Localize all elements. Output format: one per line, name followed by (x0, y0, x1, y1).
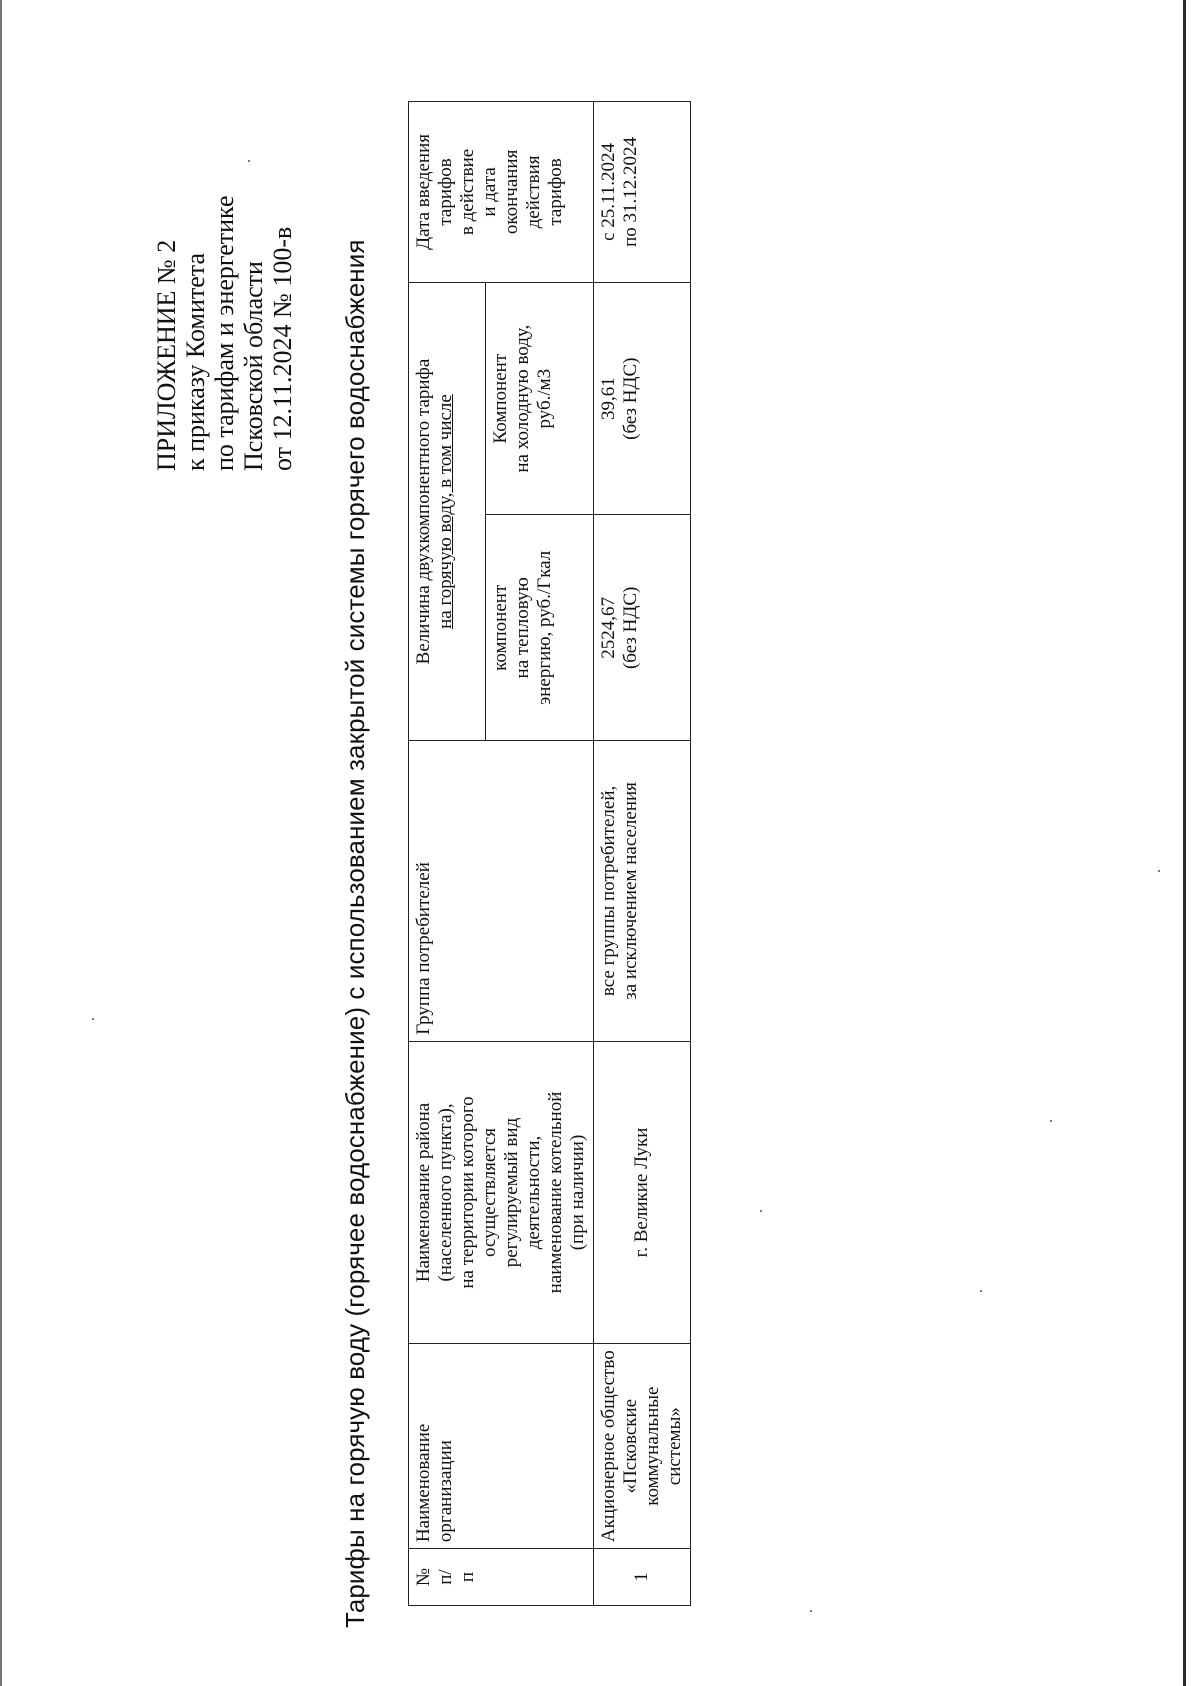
header-cold-line: на холодную воду, (511, 324, 533, 473)
header-area-line: деятельности, (523, 1135, 544, 1250)
row-heat-note: (без НДС) (620, 586, 641, 670)
header-area-line: (при наличии) (567, 1134, 588, 1251)
appendix-number: ПРИЛОЖЕНИЕ № 2 (152, 239, 181, 471)
header-area-line: на территории которого (457, 1096, 478, 1289)
header-date-line: окончания (501, 149, 522, 235)
header-area-line: Наименование района (413, 1102, 434, 1283)
header-dates (409, 102, 594, 283)
header-two-component-tariff (409, 282, 486, 740)
header-number-line: № (413, 1567, 434, 1587)
scan-speck (1050, 1120, 1052, 1122)
row-consumer-group-line: все группы потребителей, (598, 785, 619, 997)
table-header-row (409, 102, 486, 1606)
header-heat-component (485, 515, 593, 741)
scan-speck (760, 1210, 762, 1212)
row-organization-line: «Псковские (620, 1398, 641, 1494)
appendix-order-ref: к приказу Комитета (181, 252, 210, 471)
row-cold-component (594, 282, 691, 515)
header-cold-line: Компонент (489, 353, 511, 444)
header-area-line: (населенного пункта), (435, 1103, 456, 1282)
header-date-line: и дата (479, 167, 500, 217)
header-cold-line: руб./м3 (533, 368, 555, 429)
scan-speck (810, 1610, 812, 1612)
scan-speck (248, 160, 250, 162)
header-number-line: п (457, 1571, 478, 1583)
scan-speck (92, 1018, 94, 1020)
header-date-line: действия (523, 155, 544, 229)
header-heat-line: энергию, руб./Гкал (533, 550, 555, 705)
row-area: г. Великие Луки (594, 1041, 691, 1344)
row-heat-value: 2524,67 (598, 596, 619, 659)
header-organization: Наименование организации (409, 1344, 594, 1549)
row-date-to: по 31.12.2024 (620, 136, 641, 247)
header-cold-component (485, 282, 593, 515)
header-tariff-line: Величина двухкомпонентного тарифа (413, 358, 434, 665)
row-date-from: с 25.11.2024 (598, 142, 619, 241)
appendix-header (152, 195, 297, 471)
row-organization-line: коммунальные системы» (642, 1386, 685, 1506)
row-organization (594, 1344, 691, 1549)
header-date-line: тарифов (545, 158, 566, 226)
header-date-line: тарифов (435, 158, 456, 226)
header-area (409, 1041, 594, 1344)
row-number: 1 (594, 1549, 691, 1606)
row-organization-line: Акционерное общество (598, 1350, 619, 1543)
header-heat-line: компонент (489, 584, 511, 671)
document-title: Тарифы на горячую воду (горячее водоснабжение) с использованием закрытой системы горячего водоснабжения (340, 239, 370, 1628)
row-consumer-group-line: за исключением населения (620, 782, 641, 1000)
header-area-line: осуществляется (479, 1127, 500, 1257)
appendix-region: Псковской области (239, 261, 268, 471)
header-date-line: Дата введения (413, 134, 434, 250)
header-area-line: регулируемый вид (501, 1117, 522, 1268)
row-consumer-group (594, 741, 691, 1042)
header-number-line: п/ (435, 1569, 456, 1585)
table-row (594, 102, 691, 1606)
header-heat-line: на тепловую (511, 577, 533, 679)
header-date-line: в действие (457, 148, 478, 236)
header-number (409, 1549, 594, 1606)
header-tariff-line: на горячую воду, в том числе (435, 394, 456, 629)
appendix-committee: по тарифам и энергетике (210, 195, 239, 471)
scan-speck (1158, 870, 1160, 872)
tariff-table (408, 101, 691, 1606)
header-area-line: наименование котельной (545, 1091, 566, 1294)
row-cold-value: 39,61 (598, 377, 619, 421)
header-consumer-group: Группа потребителей (409, 741, 594, 1042)
row-dates (594, 102, 691, 283)
row-heat-component (594, 515, 691, 741)
row-cold-note: (без НДС) (620, 357, 641, 440)
appendix-date-number: от 12.11.2024 № 100-в (268, 226, 297, 471)
scan-speck (980, 1290, 982, 1292)
